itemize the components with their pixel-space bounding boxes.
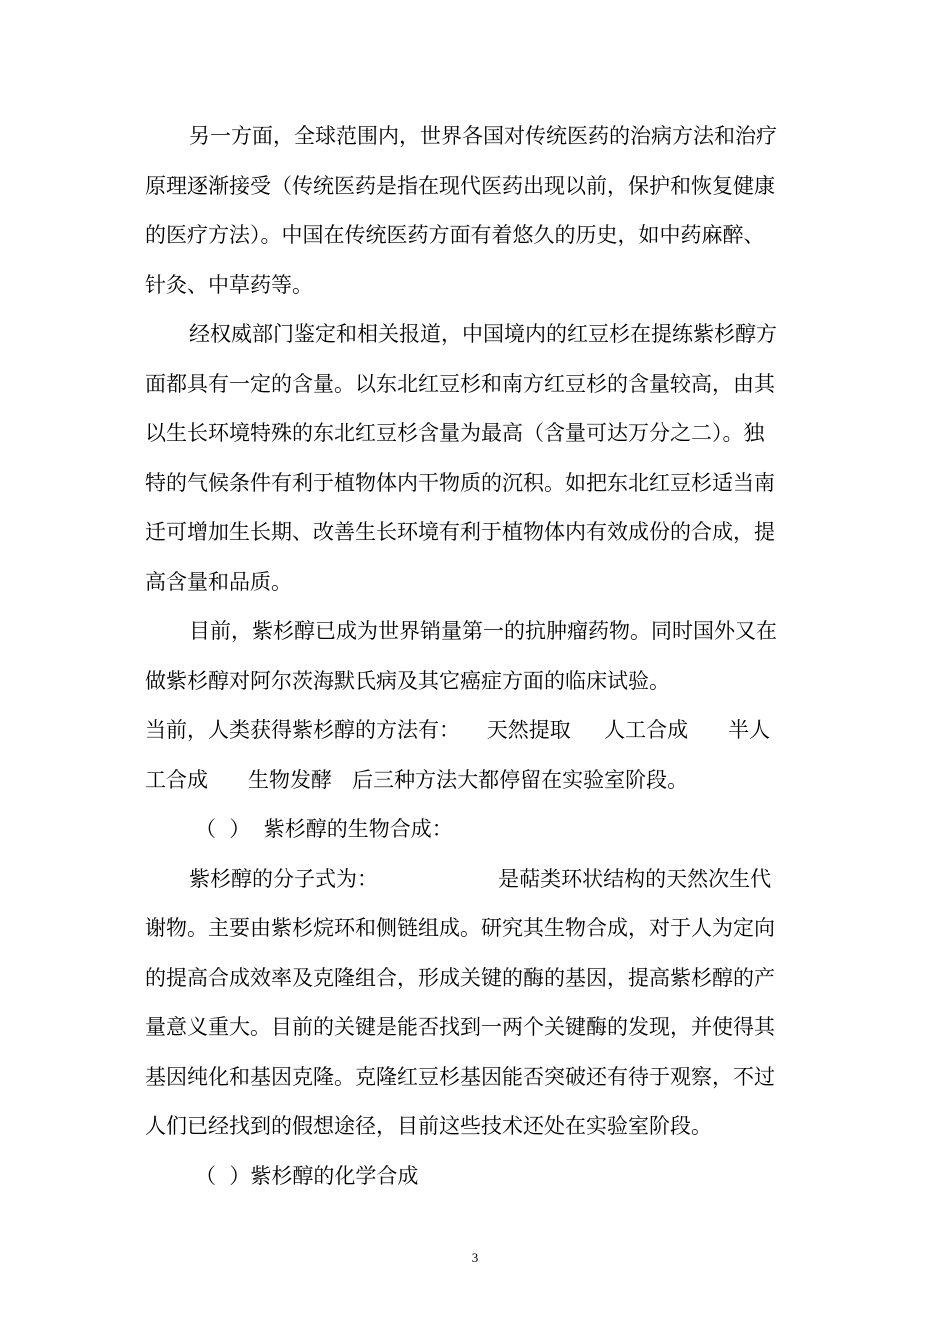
paragraph-line: 紫杉醇的分子式为： 是萜类环状结构的天然次生代 xyxy=(189,866,772,891)
text-column xyxy=(145,112,825,1201)
paragraph-yew-content xyxy=(145,310,825,607)
page-number: 3 xyxy=(471,1250,479,1265)
section-heading-chemical-synthesis: （ ）紫杉醇的化学合成 xyxy=(195,1163,419,1188)
paragraph-line: 目前，紫杉醇已成为世界销量第一的抗肿瘤药物。同时国外又在 xyxy=(189,619,777,643)
paragraph-line: 人们已经找到的假想途径，目前这些技术还处在实验室阶段。 xyxy=(145,1114,712,1138)
paragraph-line: 经权威部门鉴定和相关报道，中国境内的红豆杉在提练紫杉醇方 xyxy=(189,322,777,346)
paragraph-line: 另一方面，全球范围内，世界各国对传统医药的治病方法和治疗 xyxy=(189,124,777,148)
paragraph-taxol-sales xyxy=(145,607,825,706)
paragraph-line: 迁可增加生长期、改善生长环境有利于植物体内有效成份的合成，提 xyxy=(145,520,775,544)
paragraph-line: 做紫杉醇对阿尔茨海默氏病及其它癌症方面的临床试验。 xyxy=(145,668,670,693)
paragraph-traditional-medicine xyxy=(145,112,825,310)
paragraph-line: 工合成 生物发酵 后三种方法大都停留在实验室阶段。 xyxy=(145,767,689,792)
paragraph-production-methods xyxy=(145,706,825,805)
paragraph-line: 基因纯化和基因克隆。克隆红豆杉基因能否突破还有待于观察，不过 xyxy=(145,1064,775,1089)
section-heading-biosynthesis: （ ） 紫杉醇的生物合成： xyxy=(195,817,453,841)
paragraph-line: 的提高合成效率及克隆组合，形成关键的酶的基因，提高紫杉醇的产 xyxy=(145,965,775,990)
paragraph-line: 的医疗方法）。中国在传统医药方面有着悠久的历史，如中药麻醉、 xyxy=(145,223,765,247)
paragraph-line: 原理逐渐接受（传统医药是指在现代医药出现以前，保护和恢复健康 xyxy=(145,173,775,198)
paragraph-line: 针灸、中草药等。 xyxy=(145,272,313,297)
paragraph-line: 谢物。主要由紫杉烷环和侧链组成。研究其生物合成，对于人为定向 xyxy=(145,916,775,940)
paragraph-line: 以生长环境特殊的东北红豆杉含量为最高（含量可达万分之二）。独 xyxy=(145,421,765,445)
paragraph-line: 特的气候条件有利于植物体内干物质的沉积。如把东北红豆杉适当南 xyxy=(145,470,775,495)
paragraph-molecular-formula xyxy=(145,855,825,1152)
paragraph-line: 面都具有一定的含量。以东北红豆杉和南方红豆杉的含量较高，由其 xyxy=(145,371,775,396)
paragraph-line: 量意义重大。目前的关键是能否找到一两个关键酶的发现，并使得其 xyxy=(145,1015,775,1039)
paragraph-line: 当前，人类获得紫杉醇的方法有： 天然提取 人工合成 半人 xyxy=(145,718,771,742)
paragraph-line: 高含量和品质。 xyxy=(145,569,292,594)
